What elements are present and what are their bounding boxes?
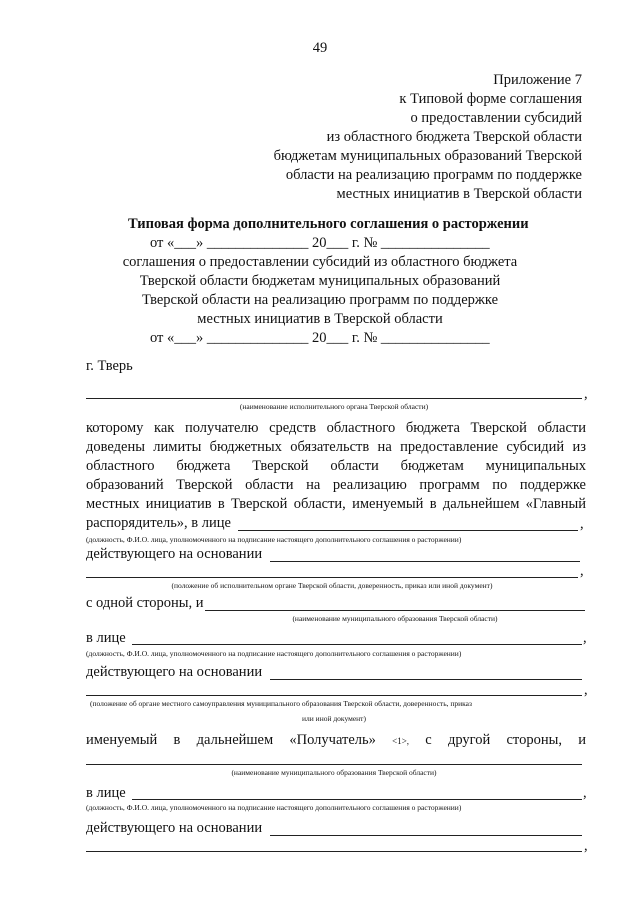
in-person-label: в лице [86,785,126,801]
basis3-field[interactable] [270,835,582,836]
paragraph-line: распорядитель», в лице [86,515,231,531]
basis1-field[interactable] [270,561,580,562]
paragraph-line: которому как получателю средств областного бюджета Тверской области [86,420,586,436]
caption-regulation2: (положение об органе местного самоуправления муниципального образования Тверской области, доверенность, приказ [90,699,472,708]
appendix-line: области на реализацию программ по поддержке [285,167,582,183]
word: и [578,732,586,748]
appendix-line: из областного бюджета Тверской области [326,129,582,145]
recipient-line [86,732,586,750]
caption-regulation1: (положение об исполнительном органе Тверской области, доверенность, приказ или иной документ) [171,581,493,590]
title-line: Тверской области бюджетам муниципальных образований [139,273,501,289]
municipality2-field[interactable] [86,764,582,765]
basis3-field-cont[interactable] [86,851,582,852]
word: «Получатель» [289,732,376,748]
caption-regulation2-cont: или иной документ) [302,714,366,723]
official2-field[interactable] [132,644,582,645]
appendix-line: к Типовой форме соглашения [399,91,582,107]
title-line: местных инициатив в Тверской области [197,311,443,327]
paragraph-line: доведены лимиты бюджетных обязательств на предоставление субсидий из [86,439,586,455]
appendix-line: местных инициатив в Тверской области [336,186,582,202]
comma: , [583,630,587,646]
title-date-line: от «___» ______________ 20___ г. № _______________ [150,330,490,346]
title-line: Тверской области на реализацию программ по поддержке [141,292,499,308]
footnote-ref: <1>, [392,736,410,746]
appendix-line: бюджетам муниципальных образований Тверской [273,148,582,164]
basis2-field-cont[interactable] [86,695,582,696]
one-side-label: с одной стороны, и [86,595,204,611]
page-number: 49 [312,40,328,56]
comma: , [580,563,584,579]
basis-label: действующего на основании [86,664,263,680]
comma: , [580,516,584,532]
official1-field[interactable] [238,530,578,531]
word: дальнейшем [196,732,274,748]
paragraph-line: областного бюджета Тверской области бюджетам муниципальных [86,458,586,474]
comma: , [583,785,587,801]
appendix-line: Приложение 7 [493,72,582,88]
word: именуемый [86,732,158,748]
word: в [173,732,181,748]
caption-municipality1: (наименование муниципального образования Тверской области) [292,614,498,623]
title-date-line: от «___» ______________ 20___ г. № _______________ [150,235,490,251]
in-person-label: в лице [86,630,126,646]
paragraph-line: местных инициатив в Тверской области, именуемый в дальнейшем «Главный [86,496,586,512]
appendix-line: о предоставлении субсидий [410,110,582,126]
caption-exec-body: (наименование исполнительного органа Тверской области) [239,402,429,411]
exec-body-field[interactable] [86,398,582,399]
basis-label: действующего на основании [86,820,263,836]
official3-field[interactable] [132,799,582,800]
title-line: соглашения о предоставлении субсидий из областного бюджета [122,254,518,270]
comma: , [584,682,588,698]
city: г. Тверь [86,358,133,374]
basis-label: действующего на основании [86,546,263,562]
basis2-field[interactable] [270,679,582,680]
word: стороны, [506,732,562,748]
comma: , [584,838,588,854]
comma: , [584,386,588,402]
word: с [425,732,432,748]
caption-official2: (должность, Ф.И.О. лица, уполномоченного на подписание настоящего дополнительного соглашения о расторжении) [86,649,462,658]
paragraph-line: образований Тверской области на реализацию программ по поддержке [86,477,586,493]
caption-official1: (должность, Ф.И.О. лица, уполномоченного на подписание настоящего дополнительного соглашения о расторжении) [86,535,462,544]
municipality1-field[interactable] [205,610,585,611]
basis1-field-cont[interactable] [86,577,578,578]
caption-municipality2: (наименование муниципального образования Тверской области) [231,768,437,777]
caption-official3: (должность, Ф.И.О. лица, уполномоченного на подписание настоящего дополнительного соглашения о расторжении) [86,803,462,812]
form-title: Типовая форма дополнительного соглашения о расторжении [128,216,529,232]
word: другой [447,732,491,748]
